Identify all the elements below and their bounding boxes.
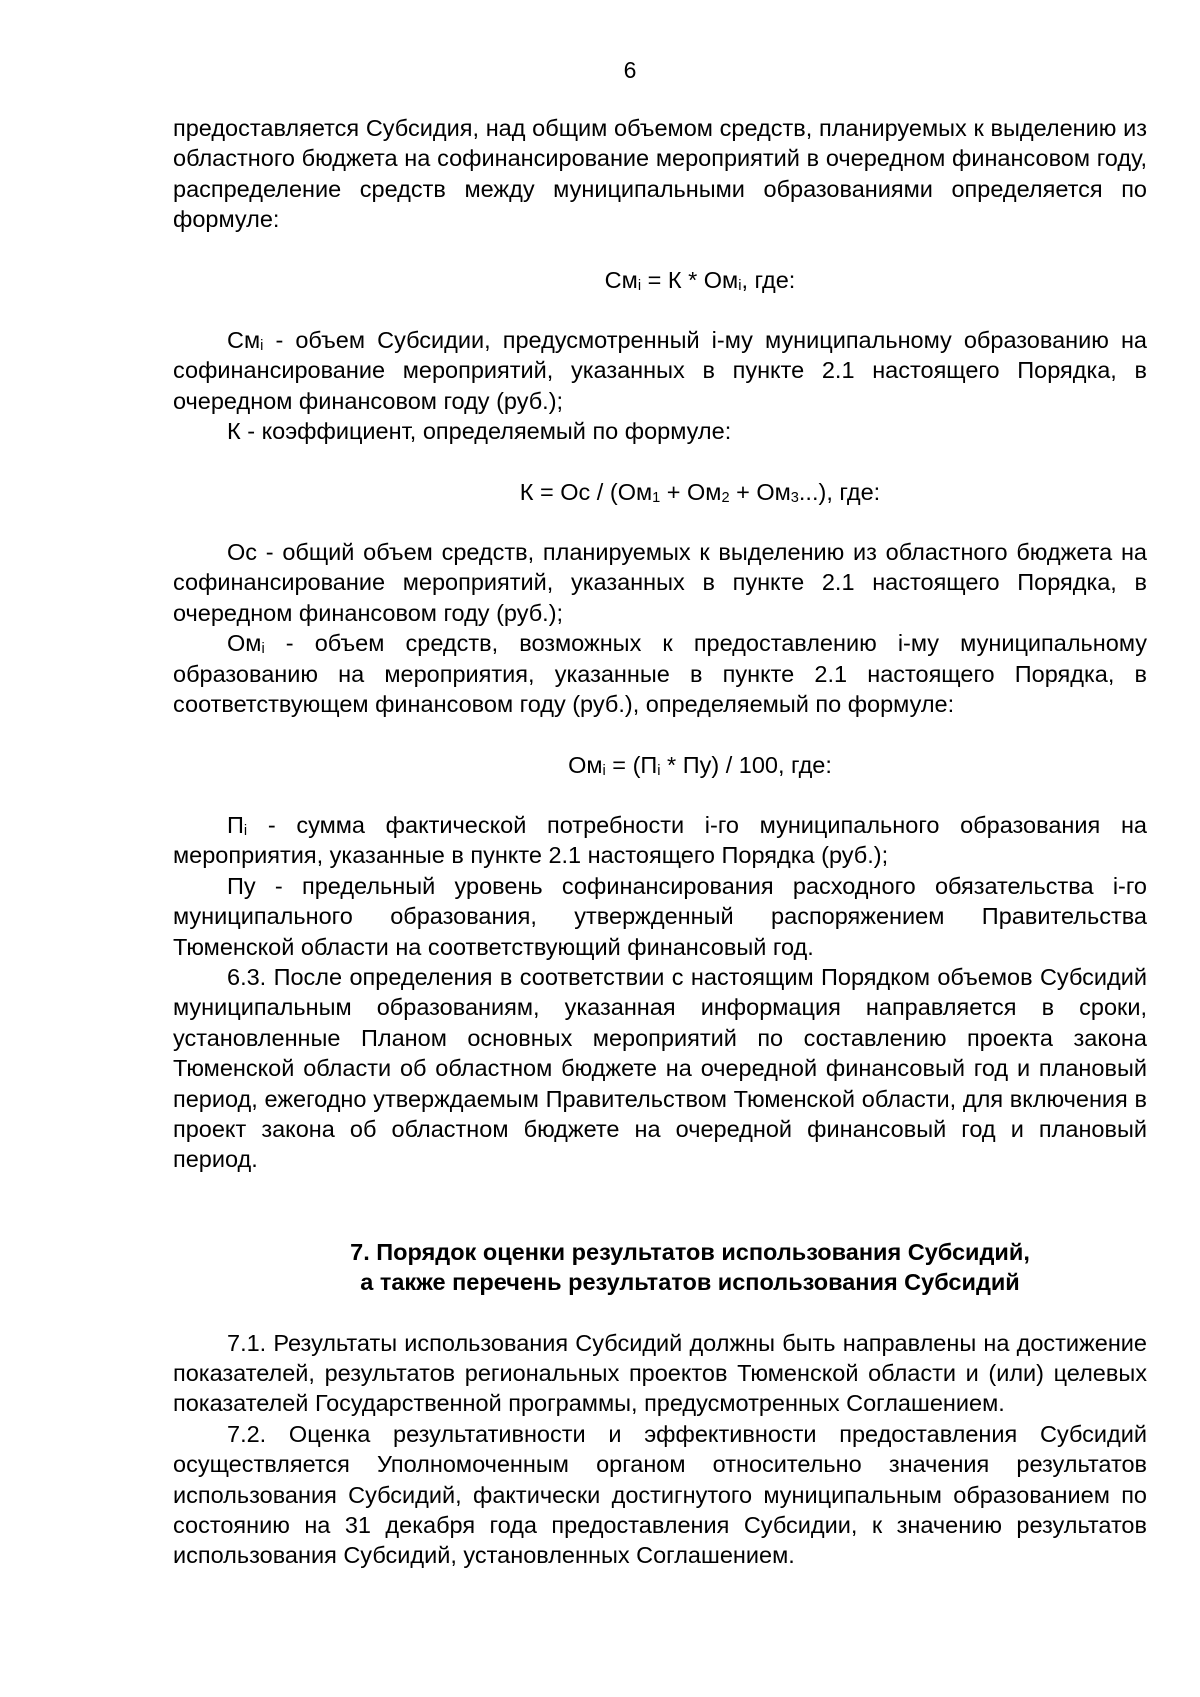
definition-cm: $См_i$ - объем Субсидии, предусмотренный i-му муниципальному образованию на софинансирование мероприятий, указанных в пункте 2.1 настоящего Порядка, в очередном финансовом году (руб.); bbox=[173, 327, 1147, 414]
paragraph-7-2: 7.2. Оценка результативности и эффективности предоставления Субсидий осуществляется Уполномоченным органом относительно значения результатов использования Субсидий, фактически достигнутого муниципальным образованием по состоянию на 31 декабря года предоставления Субсидии, к значению результатов использования Субсидий, установленных Соглашением. bbox=[173, 1420, 1147, 1569]
definition-py: Пу - предельный уровень софинансирования расходного обязательства i-го муниципального образования, утвержденный распоряжением Правительства Тюменской области на соответствующий финансовый год. bbox=[173, 872, 1147, 960]
definition-p: $П_i$ - сумма фактической потребности i-го муниципального образования на мероприятия, указанные в пункте 2.1 настоящего Порядка (руб.); bbox=[173, 811, 1147, 869]
document-body bbox=[173, 113, 1147, 1571]
paragraph-7-1: 7.1. Результаты использования Субсидий должны быть направлены на достижение показателей, результатов региональных проектов Тюменской области и (или) целевых показателей Государственной программы, предусмотренных Соглашением. bbox=[173, 1329, 1147, 1417]
formula-k: К = Ос / $(Ом_1 + Ом_2 + Ом_3...)$, где: bbox=[519, 478, 881, 506]
formula-om: $Ом_i = (П_i * Пу) / 100$, где: bbox=[568, 751, 832, 779]
section-7-heading-line-2: а также перечень результатов использования Субсидий bbox=[360, 1269, 1020, 1296]
definition-oc: Ос - общий объем средств, планируемых к выделению из областного бюджета на софинансирование мероприятий, указанных в пункте 2.1 настоящего Порядка, в очередном финансовом году (руб.); bbox=[173, 539, 1147, 626]
paragraph-6-3: 6.3. После определения в соответствии с настоящим Порядком объемов Субсидий муниципальным образованиям, указанная информация направляется в сроки, установленные Планом основных мероприятий по составлению проекта закона Тюменской области об областном бюджете на очередной финансовый год и плановый период, ежегодно утверждаемым Правительством Тюменской области, для включения в проект закона об областном бюджете на очередной финансовый год и плановый период. bbox=[173, 963, 1147, 1173]
formula-cm: $См_i = К * Ом_i$, где: bbox=[604, 266, 796, 294]
page-number: 6 bbox=[623, 57, 637, 83]
paragraph-continuation: предоставляется Субсидия, над общим объемом средств, планируемых к выделению из областного бюджета на софинансирование мероприятий в очередном финансовом году, распределение средств между муниципальными образованиями определяется по формуле: bbox=[173, 115, 1147, 233]
definition-k: К - коэффициент, определяемый по формуле: bbox=[227, 418, 732, 445]
definition-om: $Ом_i$ - объем средств, возможных к предоставлению i-му муниципальному образованию на мероприятия, указанные в пункте 2.1 настоящего Порядка, в соответствующем финансовом году (руб.), определяемый по формуле: bbox=[173, 630, 1147, 718]
section-7-heading-line-1: 7. Порядок оценки результатов использования Субсидий, bbox=[350, 1238, 1030, 1265]
